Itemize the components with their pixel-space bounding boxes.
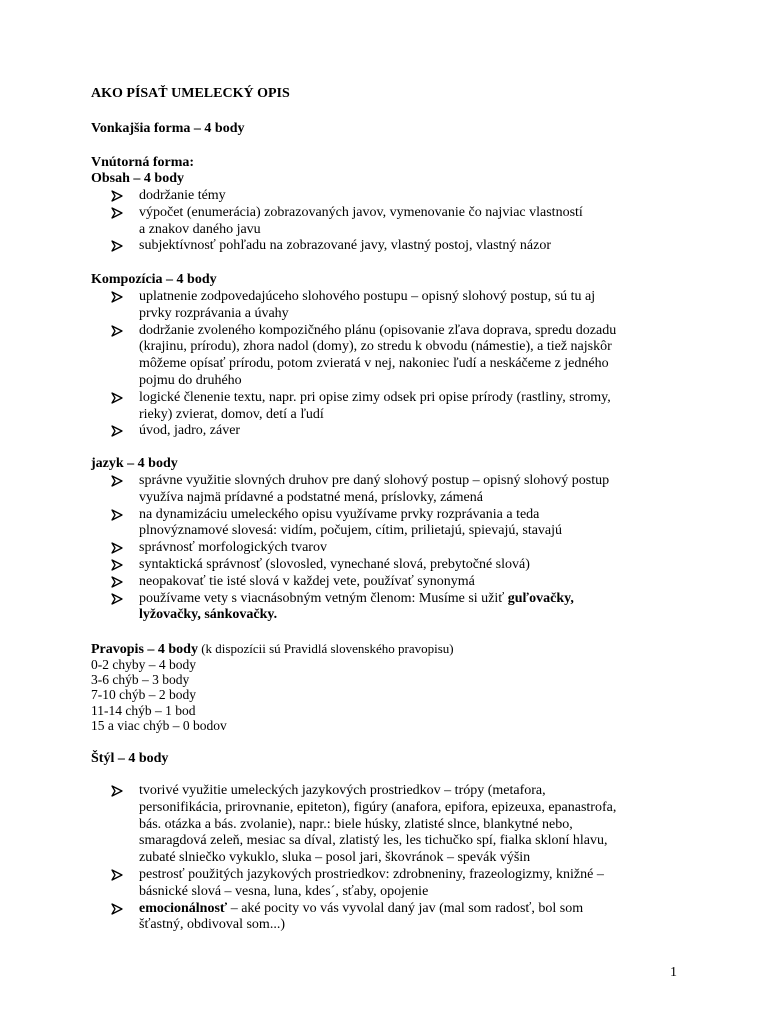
styl-list-item: bás. otázka a bás. zvolanie), napr.: biele húsky, zlatisté slnce, blankytné nebo,: [139, 816, 573, 832]
jazyk-item-text: používame vety s viacnásobným vetným členom: Musíme si užiť: [139, 590, 508, 606]
obsah-list-item: a znakov daného javu: [139, 221, 261, 237]
bullet-arrow-icon: [110, 289, 124, 305]
page-number: 1: [670, 965, 677, 980]
document-title: AKO PÍSAŤ UMELECKÝ OPIS: [91, 86, 290, 101]
bullet-arrow-icon: [110, 238, 124, 254]
styl-list-item: pestrosť použitých jazykových prostriedkov: zdrobneniny, frazeologizmy, knižné –: [139, 867, 604, 882]
bullet-arrow-icon: [110, 205, 124, 221]
jazyk-list-item: na dynamizáciu umeleckého opisu využívame prvky rozprávania a teda: [139, 506, 540, 522]
jazyk-list-item: syntaktická správnosť (slovosled, vynechané slová, prebytočné slová): [139, 557, 530, 572]
styl-item-emphasis: emocionálnosť: [139, 900, 228, 916]
obsah-list-item: dodržanie témy: [139, 188, 226, 203]
bullet-arrow-icon: [110, 188, 124, 204]
kompozicia-list-item: úvod, jadro, záver: [139, 423, 241, 439]
pravopis-row: 11-14 chýb – 1 bod: [91, 702, 196, 718]
kompozicia-list-item: pojmu do druhého: [139, 373, 242, 388]
jazyk-item-emphasis: guľovačky,: [507, 590, 574, 606]
kompozicia-list-item: môžeme opísať prírodu, potom zvieratá v nej, nakoniec ľudí a neskáčeme z jedného: [139, 356, 609, 372]
styl-list-item: [139, 901, 583, 917]
obsah-heading: Obsah – 4 body: [91, 171, 184, 186]
bullet-arrow-icon: [110, 323, 124, 339]
styl-list-item: zubaté slniečko vykuklo, sluka – posol jari, škovránok – spevák výšin: [139, 850, 531, 866]
jazyk-list-item: správne využitie slovných druhov pre daný slohový postup – opisný slohový postup: [139, 473, 610, 488]
pravopis-row: 3-6 chýb – 3 body: [91, 672, 190, 688]
styl-list-item: šťastný, obdivoval som...): [139, 917, 285, 933]
kompozicia-list-item: dodržanie zvoleného kompozičného plánu (opisovanie zľava doprava, spredu dozadu: [139, 322, 617, 338]
styl-list-item: tvorivé využitie umeleckých jazykových prostriedkov – trópy (metafora,: [139, 783, 546, 798]
kompozicia-list-item: rieky) zvierat, domov, detí a ľudí: [139, 406, 324, 422]
kompozicia-list-item: logické členenie textu, napr. pri opise zimy odsek pri opise prírody (rastliny, stromy,: [139, 389, 611, 405]
styl-heading: Štýl – 4 body: [91, 751, 169, 766]
jazyk-list-item: správnosť morfologických tvarov: [139, 540, 327, 556]
obsah-list-item: subjektívnosť pohľadu na zobrazované javy, vlastný postoj, vlastný názor: [139, 238, 552, 254]
bullet-arrow-icon: [110, 390, 124, 406]
vonkajsia-forma-heading: Vonkajšia forma – 4 body: [91, 121, 245, 136]
jazyk-list-item: využíva najmä prídavné a podstatné mená, príslovky, zámená: [139, 489, 483, 505]
bullet-arrow-icon: [110, 591, 124, 607]
jazyk-list-item: plnovýznamové slovesá: vidím, počujem, cítim, prilietajú, spievajú, stavajú: [139, 523, 563, 539]
kompozicia-list-item: uplatnenie zodpovedajúceho slohového postupu – opisný slohový postup, sú tu aj: [139, 289, 596, 304]
jazyk-list-item: [139, 591, 574, 607]
styl-list-item: personifikácia, prirovnanie, epiteton), figúry (anafora, epifora, epizeuxa, epanastrofa,: [139, 799, 617, 815]
styl-item-text: – aké pocity vo vás vyvolal daný jav (mal som radosť, bol som: [227, 900, 584, 916]
pravopis-line: [91, 641, 454, 658]
kompozicia-list-item: (krajinu, prírodu), zhora nadol (domy), zo stredu k obvodu (námestie), a tiež najskôr: [139, 339, 612, 355]
bullet-arrow-icon: [110, 423, 124, 439]
pravopis-heading: Pravopis – 4 body: [91, 642, 198, 657]
pravopis-note: (k dispozícii sú Pravidlá slovenského pravopisu): [197, 641, 454, 656]
bullet-arrow-icon: [110, 574, 124, 590]
styl-list-item: básnické slová – vesna, luna, kdes´, sťaby, opojenie: [139, 883, 429, 899]
obsah-list-item: výpočet (enumerácia) zobrazovaných javov, vymenovanie čo najviac vlastností: [139, 204, 583, 220]
jazyk-list-item: neopakovať tie isté slová v každej vete, používať synonymá: [139, 573, 475, 589]
bullet-arrow-icon: [110, 473, 124, 489]
bullet-arrow-icon: [110, 557, 124, 573]
kompozicia-list-item: prvky rozprávania a úvahy: [139, 305, 289, 321]
bullet-arrow-icon: [110, 901, 124, 917]
pravopis-row: 7-10 chýb – 2 body: [91, 687, 196, 703]
pravopis-row: 15 a viac chýb – 0 bodov: [91, 717, 227, 733]
jazyk-item-emphasis: lyžovačky, sánkovačky.: [139, 607, 278, 623]
jazyk-heading: jazyk – 4 body: [91, 456, 178, 471]
kompozicia-heading: Kompozícia – 4 body: [91, 272, 217, 287]
pravopis-row: 0-2 chyby – 4 body: [91, 657, 196, 672]
bullet-arrow-icon: [110, 783, 124, 799]
bullet-arrow-icon: [110, 540, 124, 556]
styl-list-item: smaragdová zeleň, mesiac sa díval, zlatistý les, les tichučko spí, fialka skloní hlavu,: [139, 833, 608, 849]
bullet-arrow-icon: [110, 507, 124, 523]
bullet-arrow-icon: [110, 867, 124, 883]
vnutorna-forma-heading: Vnútorná forma:: [91, 155, 195, 170]
